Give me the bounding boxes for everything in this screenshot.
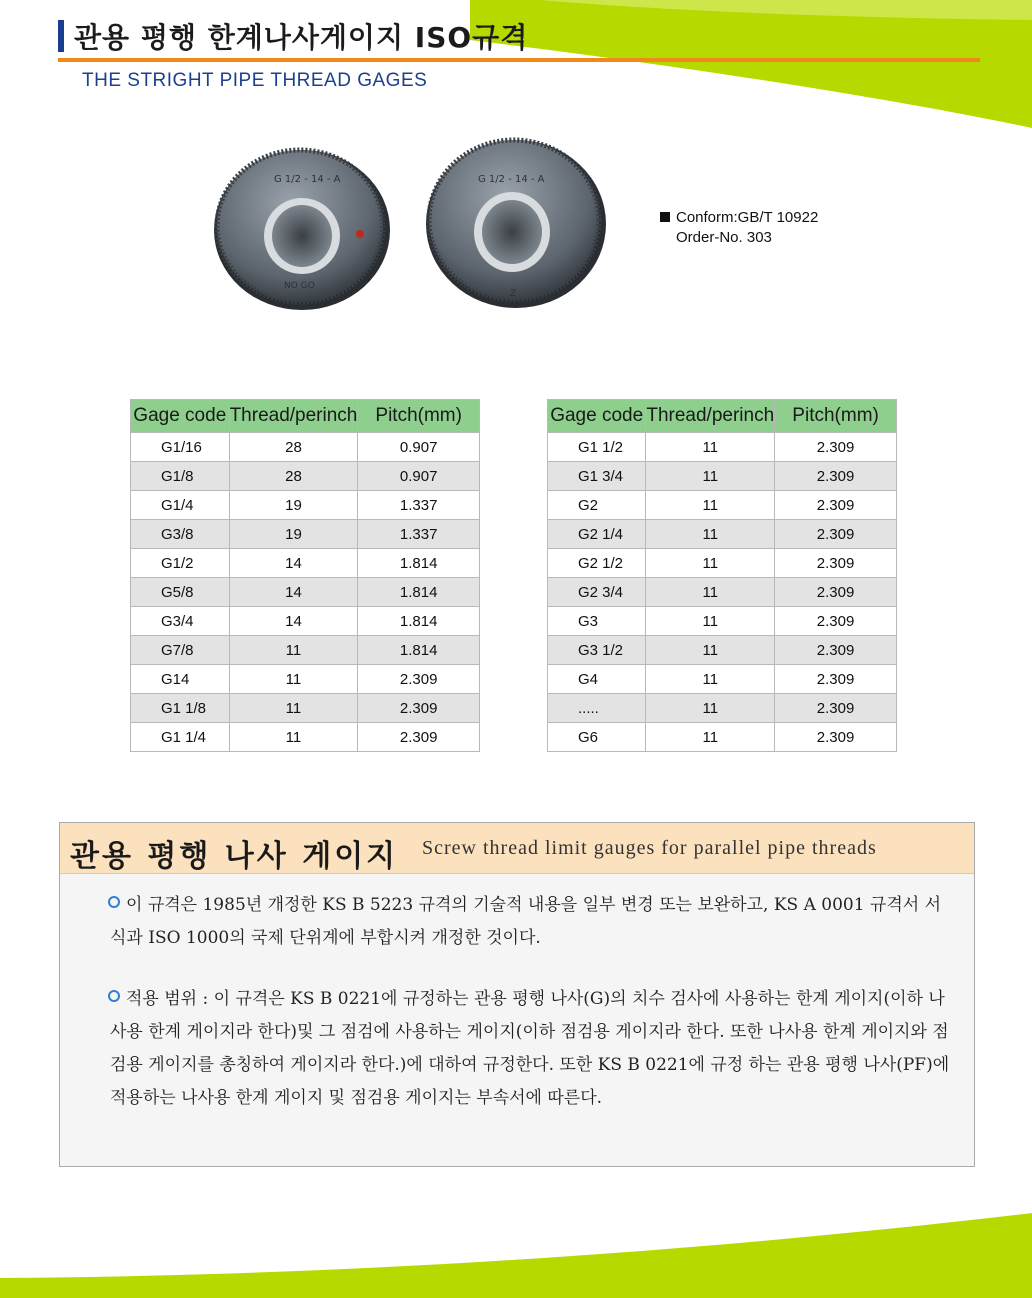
thread-cell: 11 bbox=[646, 520, 775, 549]
gage-table-left bbox=[130, 399, 480, 752]
pitch-cell: 1.814 bbox=[358, 578, 480, 607]
square-bullet-icon bbox=[660, 212, 670, 222]
pitch-cell: 2.309 bbox=[358, 694, 480, 723]
gage-code-cell: G3/8 bbox=[131, 520, 230, 549]
description-title-ko: 관용 평행 나사 게이지 bbox=[70, 839, 399, 874]
title-divider bbox=[58, 58, 980, 62]
thread-cell: 11 bbox=[646, 636, 775, 665]
order-number: Order-No. 303 bbox=[676, 229, 772, 246]
thread-cell: 11 bbox=[646, 433, 775, 462]
description-title-en: Screw thread limit gauges for parallel pipe threads bbox=[422, 837, 877, 859]
pitch-cell: 1.814 bbox=[358, 636, 480, 665]
pitch-cell: 2.309 bbox=[775, 520, 897, 549]
table-row bbox=[548, 549, 897, 578]
table-row bbox=[548, 462, 897, 491]
page-subtitle: THE STRIGHT PIPE THREAD GAGES bbox=[82, 70, 428, 91]
pitch-cell: 2.309 bbox=[775, 578, 897, 607]
gage-code-cell: G5/8 bbox=[131, 578, 230, 607]
table-row bbox=[131, 636, 480, 665]
pitch-cell: 2.309 bbox=[775, 665, 897, 694]
gage-code-cell: G2 3/4 bbox=[548, 578, 646, 607]
paragraph-2-text: 적용 범위 : 이 규격은 KS B 0221에 규정하는 관용 평행 나사(G)의 치수 검사에 사용하는 한계 게이지(이하 나사용 한계 게이지라 한다)및 그 점검에 사용하는 게이지(이하 점검용 게이지라 한다. 또한 나사용 한계 게이지와 점검용 게이지를 총칭하여 게이지라 한다.)에 대하여 규정한다. 또한 KS B 0221에 규정 하는 관용 평행 나사(PF)에 적용하는 나사용 한계 게이지 및 점검용 게이지는 부속서에 따른다. bbox=[110, 989, 950, 1108]
table-row bbox=[548, 520, 897, 549]
table-row bbox=[131, 694, 480, 723]
description-header bbox=[60, 823, 974, 874]
table-row bbox=[548, 665, 897, 694]
pitch-cell: 1.814 bbox=[358, 549, 480, 578]
pitch-cell: 2.309 bbox=[775, 433, 897, 462]
nogo-gauge bbox=[214, 150, 390, 310]
table-row bbox=[131, 549, 480, 578]
gage-code-cell: G1/8 bbox=[131, 462, 230, 491]
thread-cell: 11 bbox=[646, 694, 775, 723]
thread-cell: 19 bbox=[229, 491, 358, 520]
thread-cell: 14 bbox=[229, 549, 358, 578]
thread-cell: 28 bbox=[229, 462, 358, 491]
gage-code-cell: G2 bbox=[548, 491, 646, 520]
gage-code-cell: G1/2 bbox=[131, 549, 230, 578]
table-row bbox=[548, 723, 897, 752]
circle-bullet-icon bbox=[108, 896, 120, 908]
gage-table-right bbox=[547, 399, 897, 752]
gage-code-cell: G1 1/4 bbox=[131, 723, 230, 752]
gage-code-cell: G6 bbox=[548, 723, 646, 752]
description-paragraph-2 bbox=[110, 983, 950, 1115]
table-row bbox=[131, 578, 480, 607]
gage-code-cell: G1 3/4 bbox=[548, 462, 646, 491]
go-gauge-bottom-mark: Z bbox=[510, 289, 517, 299]
pitch-cell: 2.309 bbox=[775, 549, 897, 578]
table-row bbox=[131, 433, 480, 462]
thread-cell: 11 bbox=[646, 491, 775, 520]
thread-cell: 11 bbox=[229, 723, 358, 752]
order-note bbox=[660, 208, 818, 248]
pitch-cell: 1.814 bbox=[358, 607, 480, 636]
thread-cell: 19 bbox=[229, 520, 358, 549]
col-header-thread: Thread/perinch bbox=[646, 400, 775, 433]
thread-cell: 11 bbox=[229, 636, 358, 665]
page-title: 관용 평행 한계나사게이지 ISO규격 bbox=[74, 21, 529, 54]
gage-code-cell: G3/4 bbox=[131, 607, 230, 636]
col-header-gage-code: Gage code bbox=[548, 400, 646, 433]
col-header-gage-code: Gage code bbox=[131, 400, 230, 433]
pitch-cell: 2.309 bbox=[775, 636, 897, 665]
gage-code-cell: G1 1/8 bbox=[131, 694, 230, 723]
thread-cell: 11 bbox=[646, 665, 775, 694]
gage-code-cell: G2 1/4 bbox=[548, 520, 646, 549]
gage-code-cell: G3 bbox=[548, 607, 646, 636]
gage-code-cell: ..... bbox=[548, 694, 646, 723]
pitch-cell: 2.309 bbox=[775, 694, 897, 723]
pitch-cell: 2.309 bbox=[775, 462, 897, 491]
gage-code-cell: G1/16 bbox=[131, 433, 230, 462]
nogo-gauge-bottom-mark: NO GO bbox=[284, 281, 315, 291]
gage-code-cell: G7/8 bbox=[131, 636, 230, 665]
gage-code-cell: G4 bbox=[548, 665, 646, 694]
pitch-cell: 2.309 bbox=[775, 491, 897, 520]
table-row bbox=[131, 665, 480, 694]
title-accent-bar bbox=[58, 20, 64, 52]
table-row bbox=[548, 607, 897, 636]
thread-cell: 11 bbox=[229, 694, 358, 723]
thread-cell: 28 bbox=[229, 433, 358, 462]
description-box bbox=[59, 822, 975, 1167]
thread-cell: 11 bbox=[646, 578, 775, 607]
go-gauge-top-mark: G 1/2 - 14 - A bbox=[478, 174, 545, 185]
col-header-pitch: Pitch(mm) bbox=[358, 400, 480, 433]
pitch-cell: 2.309 bbox=[358, 723, 480, 752]
table-row bbox=[131, 607, 480, 636]
description-paragraph-1 bbox=[110, 889, 950, 955]
gage-code-cell: G3 1/2 bbox=[548, 636, 646, 665]
gage-code-cell: G1/4 bbox=[131, 491, 230, 520]
table-row bbox=[131, 491, 480, 520]
pitch-cell: 2.309 bbox=[358, 665, 480, 694]
table-row bbox=[548, 578, 897, 607]
gage-code-cell: G2 1/2 bbox=[548, 549, 646, 578]
thread-cell: 11 bbox=[646, 723, 775, 752]
col-header-pitch: Pitch(mm) bbox=[775, 400, 897, 433]
table-row bbox=[131, 462, 480, 491]
thread-cell: 14 bbox=[229, 578, 358, 607]
col-header-thread: Thread/perinch bbox=[229, 400, 358, 433]
table-row bbox=[548, 694, 897, 723]
table-row bbox=[131, 723, 480, 752]
conform-text: Conform:GB/T 10922 bbox=[676, 209, 819, 226]
thread-cell: 11 bbox=[646, 607, 775, 636]
table-row bbox=[548, 636, 897, 665]
bottom-green-swoosh bbox=[0, 1168, 1032, 1298]
paragraph-1-text: 이 규격은 1985년 개정한 KS B 5223 규격의 기술적 내용을 일부 변경 또는 보완하고, KS A 0001 규격서 서식과 ISO 1000의 국제 단위계에 부합시켜 개정한 것이다. bbox=[110, 895, 942, 948]
ring-gauges-photo bbox=[214, 130, 614, 320]
gage-code-cell: G1 1/2 bbox=[548, 433, 646, 462]
table-row bbox=[548, 433, 897, 462]
thread-cell: 11 bbox=[646, 462, 775, 491]
go-gauge bbox=[426, 140, 606, 308]
pitch-cell: 1.337 bbox=[358, 491, 480, 520]
thread-cell: 14 bbox=[229, 607, 358, 636]
circle-bullet-icon bbox=[108, 990, 120, 1002]
pitch-cell: 2.309 bbox=[775, 607, 897, 636]
pitch-cell: 1.337 bbox=[358, 520, 480, 549]
thread-cell: 11 bbox=[646, 549, 775, 578]
nogo-gauge-top-mark: G 1/2 - 14 - A bbox=[274, 174, 341, 185]
pitch-cell: 2.309 bbox=[775, 723, 897, 752]
table-row bbox=[131, 520, 480, 549]
pitch-cell: 0.907 bbox=[358, 462, 480, 491]
pitch-cell: 0.907 bbox=[358, 433, 480, 462]
gage-code-cell: G14 bbox=[131, 665, 230, 694]
thread-cell: 11 bbox=[229, 665, 358, 694]
table-row bbox=[548, 491, 897, 520]
